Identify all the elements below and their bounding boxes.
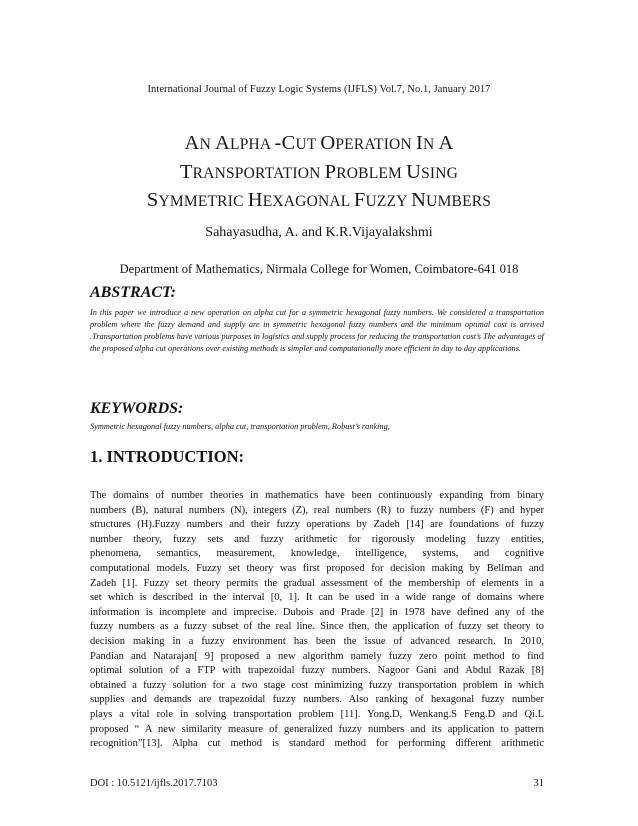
authors: Sahayasudha, A. and K.R.Vijayalakshmi (205, 225, 433, 240)
body-line: decision making in a fuzzy environment has been the issue of advanced research. In 2010, (90, 635, 544, 647)
body-line: obtained a fuzzy solution for a two stage cost minimizing fuzzy transportation problem in which (90, 679, 544, 691)
body-line: The domains of number theories in mathematics have been continuously expanding from binary (90, 490, 544, 501)
body-line: Zadeh [1]. Fuzzy set theory permits the gradual assessment of the membership of elements in a (90, 577, 544, 589)
abstract-text: In this paper we introduce a new operation on alpha cut for a symmetric hexagonal fuzzy numbers. We considered a transportation problem where the fuzzy demand and supply are in symmetric hexagonal fuzzy numbers and the minimum optimal cost is arrived .Transportation problems have various purposes in logistics and supply process for reducing the transportation cost’s The advantages of the proposed alpha cut operations over existing methods is simpler and computationally more efficient in day to day applications. (90, 308, 544, 354)
body-line: supplies and demands are trapezoidal fuzzy numbers. Also ranking of hexagonal fuzzy number (90, 694, 544, 706)
page-number: 31 (533, 778, 544, 789)
affiliation: Department of Mathematics, Nirmala College for Women, Coimbatore-641 018 (119, 262, 519, 276)
abstract-heading: ABSTRACT: (90, 284, 176, 301)
body-line: fuzzy numbers as a fuzzy subset of the real line. Since then, the application of fuzzy set theory to (90, 621, 544, 633)
body-line: plays a vital role in solving transportation problem [11]. Yong.D, Wenkang.S Feng.D and Qi.L (90, 708, 544, 720)
body-line: phenomena, semantics, measurement, knowledge, intelligence, systems, and cognitive (90, 548, 544, 560)
body-line: numbers (B), natural numbers (N), integers (Z), real numbers (R) to fuzzy numbers (F) and hyper (90, 504, 544, 516)
title-line-1: AN ALPHA -CUT OPERATION IN A (184, 132, 454, 154)
title-line-2: TRANSPORTATION PROBLEM USING (179, 160, 459, 183)
paper-title (40, 130, 598, 216)
body-line: structures (H).Fuzzy numbers and their fuzzy operations by Zadeh [14] are foundations of fuzzy (90, 519, 544, 531)
body-line: information is incomplete and imprecise. Dubois and Prade [2] in 1978 have defined any of the (90, 606, 544, 618)
body-line: computational models. Fuzzy set theory was first proposed for decision making by Bellman and (90, 562, 544, 574)
title-line-3: SYMMETRIC HEXAGONAL FUZZY NUMBERS (146, 189, 492, 211)
keywords-text: Symmetric hexagonal fuzzy numbers, alpha cut, transportation problem, Robust’s ranking, (90, 422, 390, 431)
body-line: proposed “ A new similarity measure of generalized fuzzy numbers and its application to pattern (90, 723, 544, 735)
page-footer (90, 778, 544, 789)
introduction-heading: 1. INTRODUCTION: (90, 447, 245, 466)
introduction-body (90, 489, 544, 752)
body-line: number theory, fuzzy sets and fuzzy arithmetic for rigorously modeling fuzzy entities, (90, 533, 544, 545)
body-line: set which is described in the interval [0, 1]. It can be used in a wide range of domains where (90, 592, 544, 604)
doi: DOI : 10.5121/ijfls.2017.7103 (90, 778, 218, 789)
body-line: recognition”[13]. Alpha cut method is standard method for performing different arithmetic (90, 738, 544, 750)
keywords-heading: KEYWORDS: (90, 400, 184, 417)
journal-header: International Journal of Fuzzy Logic Systems (IJFLS) Vol.7, No.1, January 2017 (147, 84, 491, 95)
body-line: Pandian and Natarajan[ 9] proposed a new algorithm namely fuzzy zero point method to find (90, 650, 544, 662)
body-line: optimal solution of a FTP with trapezoidal fuzzy numbers. Nagoor Gani and Abdul Razak [8] (90, 665, 544, 677)
